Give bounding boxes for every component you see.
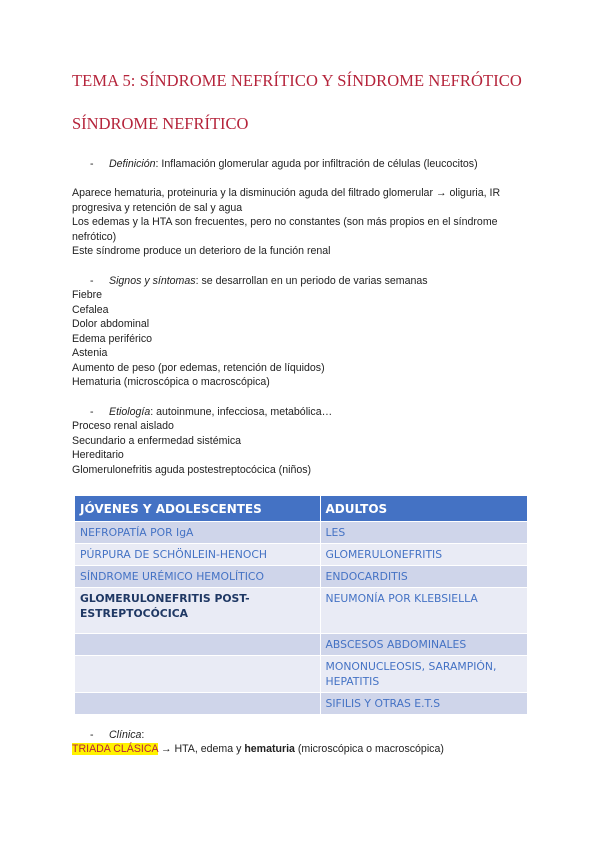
list-item: Glomerulonefritis aguda postestreptocócica (niños): [72, 463, 312, 476]
header-jovenes: JÓVENES Y ADOLESCENTES: [75, 496, 320, 522]
clinica-label: Clínica: [109, 729, 142, 741]
table-cell: LES: [320, 522, 527, 544]
table-cell: GLOMERULONEFRITIS: [320, 544, 527, 566]
table-row: [75, 656, 527, 693]
table-cell: ENDOCARDITIS: [320, 566, 527, 588]
etiologia-list: [72, 419, 311, 477]
table-cell: NEUMONÍA POR KLEBSIELLA: [320, 588, 527, 634]
triada-bold: hematuria: [244, 743, 295, 755]
paragraph-3: Este síndrome produce un deterioro de la función renal: [72, 245, 331, 257]
triada-line: [72, 742, 444, 756]
table-row: [75, 588, 527, 634]
table-cell: [75, 656, 320, 693]
list-item: Proceso renal aislado: [72, 420, 174, 432]
etiologia-text: : autoinmune, infecciosa, metabólica…: [150, 406, 333, 418]
list-item: Fiebre: [72, 289, 103, 301]
table-cell: SÍNDROME URÉMICO HEMOLÍTICO: [75, 566, 320, 588]
bullet-dash: -: [90, 406, 94, 418]
table-row: [75, 544, 527, 566]
table-cell: [75, 693, 320, 715]
list-item: Dolor abdominal: [72, 318, 150, 330]
clinica-colon: :: [141, 729, 145, 741]
triada-text: → HTA, edema y: [157, 743, 245, 755]
section-heading: SÍNDROME NEFRÍTICO: [72, 114, 249, 133]
list-item: Aumento de peso (por edemas, retención de líquidos): [72, 361, 325, 374]
table-cell: SIFILIS Y OTRAS E.T.S: [320, 693, 527, 715]
signos-text: : se desarrollan en un periodo de varias semanas: [195, 275, 428, 287]
bullet-dash: -: [90, 275, 94, 287]
paragraph-1: Aparece hematuria, proteinuria y la disminución aguda del filtrado glomerular → oliguria, IR progresiva y retención de sal y agua: [72, 187, 501, 214]
etiologia-bullet: [90, 405, 332, 419]
paragraph-2: Los edemas y la HTA son frecuentes, pero no constantes (son más propios en el síndrome nefrótico): [72, 216, 498, 243]
signos-list: [72, 288, 325, 390]
list-item: Edema periférico: [72, 332, 153, 345]
table-cell: NEFROPATÍA POR IgA: [75, 522, 320, 544]
definicion-bullet: [90, 157, 478, 171]
table-cell: MONONUCLEOSIS, SARAMPIÓN, HEPATITIS: [320, 656, 527, 693]
signos-label: Signos y síntomas: [109, 275, 196, 287]
triada-text-end: (microscópica o macroscópica): [294, 743, 444, 755]
table-row: [75, 522, 527, 544]
list-item: Astenia: [72, 347, 108, 359]
header-adultos: ADULTOS: [320, 496, 527, 522]
etiology-table: [75, 496, 528, 715]
definicion-label: Definición: [109, 158, 156, 170]
definicion-text: : Inflamación glomerular aguda por infiltración de células (leucocitos): [155, 158, 478, 170]
table-cell: [75, 634, 320, 656]
table-row: [75, 634, 527, 656]
etiologia-label: Etiología: [109, 406, 151, 418]
list-item: Hereditario: [72, 449, 124, 461]
bullet-dash: -: [90, 729, 94, 741]
triada-highlight: TRIADA CLÁSICA: [72, 743, 158, 755]
clinica-bullet: [90, 729, 144, 741]
table-cell: ABSCESOS ABDOMINALES: [320, 634, 527, 656]
table-header-row: [75, 496, 527, 522]
table-row: [75, 566, 527, 588]
page-title: TEMA 5: SÍNDROME NEFRÍTICO Y SÍNDROME NEFRÓTICO: [72, 71, 522, 90]
signos-bullet: [90, 274, 428, 288]
table-row: [75, 693, 527, 715]
list-item: Cefalea: [72, 303, 109, 316]
list-item: Hematuria (microscópica o macroscópica): [72, 376, 270, 388]
list-item: Secundario a enfermedad sistémica: [72, 434, 242, 447]
table-cell: PÚRPURA DE SCHÖNLEIN-HENOCH: [75, 544, 320, 566]
bullet-dash: -: [90, 158, 94, 170]
table-cell: GLOMERULONEFRITIS POST-ESTREPTOCÓCICA: [75, 588, 320, 634]
